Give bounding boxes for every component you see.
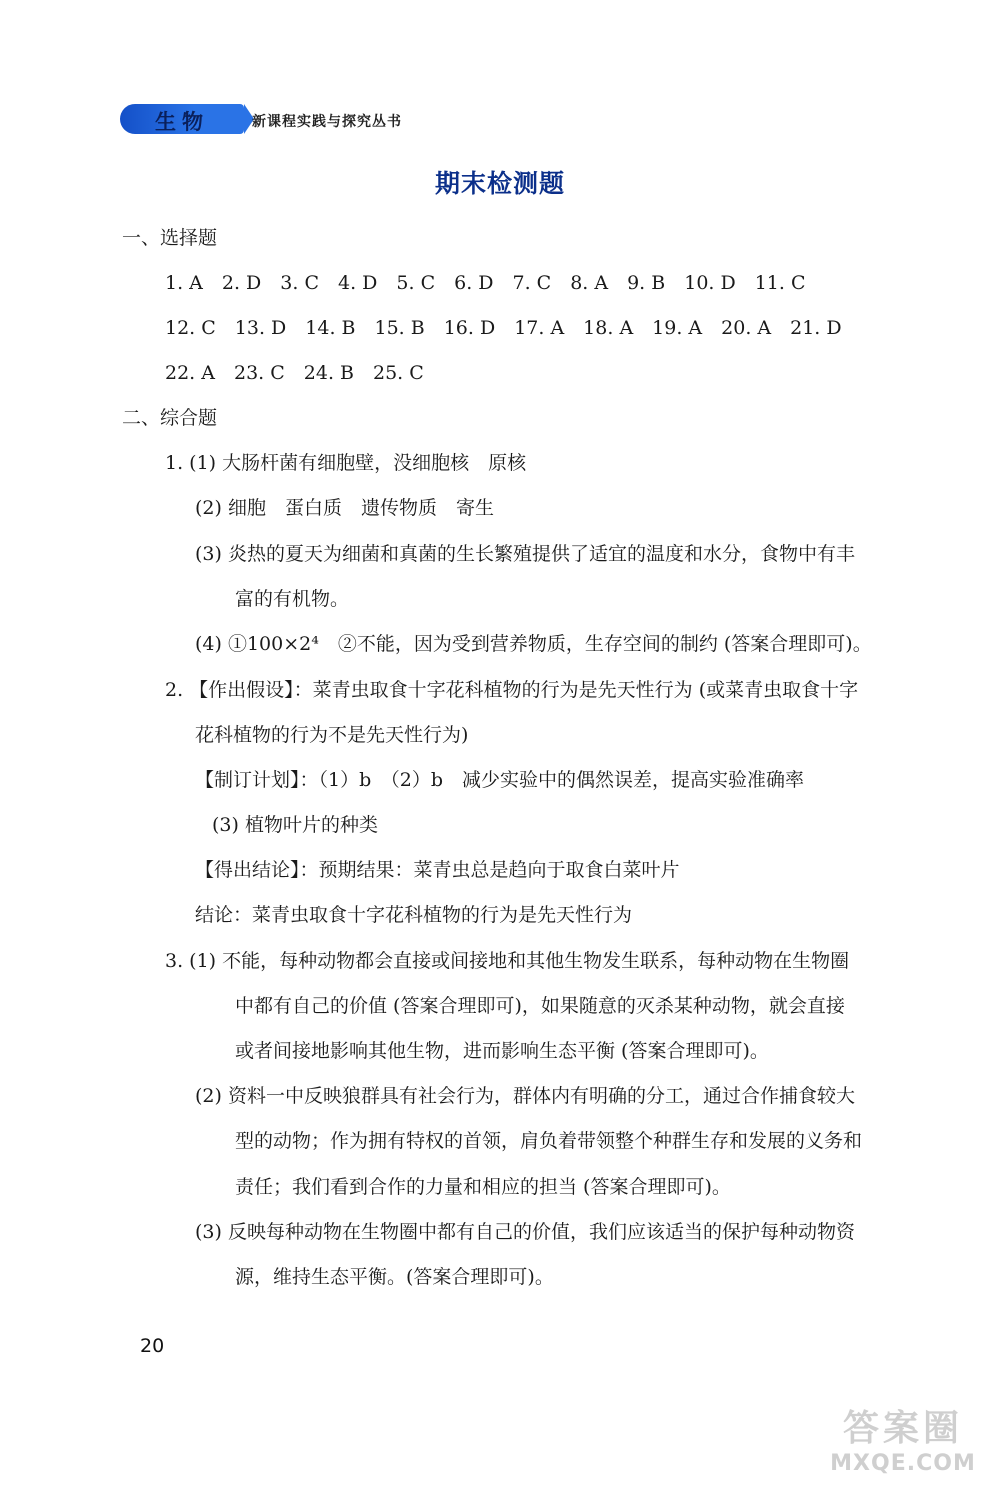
page-title: 期末检测题 — [434, 169, 565, 198]
watermark-logo-text: 答案圈 — [842, 1408, 963, 1449]
watermark — [818, 1400, 988, 1480]
header-subject: 生物 — [155, 110, 209, 134]
answer-line: 结论：菜青虫取食十字花科植物的行为是先天性行为 — [195, 904, 633, 926]
answer-line: 源，维持生态平衡。(答案合理即可)。 — [235, 1266, 554, 1288]
answer-line: 【制订计划】：（1）b （2）b 减少实验中的偶然误差，提高实验准确率 — [195, 769, 805, 791]
answer-line: (3) 反映每种动物在生物圈中都有自己的价值，我们应该适当的保护每种动物资 — [195, 1221, 855, 1243]
answer-line: 2. 【作出假设】：菜青虫取食十字花科植物的行为是先天性行为 (或菜青虫取食十字 — [165, 679, 859, 701]
answer-line: (2) 资料一中反映狼群具有社会行为，群体内有明确的分工，通过合作捕食较大 — [195, 1085, 855, 1107]
answer-line: 花科植物的行为不是先天性行为) — [195, 724, 469, 746]
header-series-title: 新课程实践与探究丛书 — [252, 114, 402, 130]
answer-line: 富的有机物。 — [235, 588, 350, 610]
page-number: 20 — [140, 1335, 165, 1357]
choice-answers-row: 22. A 23. C 24. B 25. C — [165, 362, 424, 384]
answer-line: 责任；我们看到合作的力量和相应的担当 (答案合理即可)。 — [235, 1176, 731, 1198]
answer-line: 3. (1) 不能，每种动物都会直接或间接地和其他生物发生联系，每种动物在生物圈 — [165, 950, 850, 972]
choice-answers-row: 12. C 13. D 14. B 15. B 16. D 17. A 18. A 19. A 20. A 21. D — [165, 317, 842, 339]
answer-line: 型的动物；作为拥有特权的首领，肩负着带领整个种群生存和发展的义务和 — [235, 1130, 863, 1152]
answer-line: (3) 炎热的夏天为细菌和真菌的生长繁殖提供了适宜的温度和水分，食物中有丰 — [195, 543, 855, 565]
answer-line: 【得出结论】：预期结果：菜青虫总是趋向于取食白菜叶片 — [195, 859, 680, 881]
answer-line: (2) 细胞 蛋白质 遗传物质 寄生 — [195, 497, 494, 519]
answer-line: 中都有自己的价值 (答案合理即可)，如果随意的灭杀某种动物，就会直接 — [235, 995, 845, 1017]
answer-line: (4) ①100×2⁴ ②不能，因为受到营养物质，生存空间的制约 (答案合理即可)。 — [195, 633, 872, 655]
section-heading-comprehensive: 二、综合题 — [122, 407, 218, 429]
answer-line: 或者间接地影响其他生物，进而影响生态平衡 (答案合理即可)。 — [235, 1040, 769, 1062]
watermark-url: MXQE.COM — [830, 1451, 976, 1476]
answer-line: (3) 植物叶片的种类 — [212, 814, 378, 836]
section-heading-choice: 一、选择题 — [122, 227, 218, 249]
choice-answers-row: 1. A 2. D 3. C 4. D 5. C 6. D 7. C 8. A 9. B 10. D 11. C — [165, 272, 806, 294]
answer-line: 1. (1) 大肠杆菌有细胞壁，没细胞核 原核 — [165, 452, 527, 474]
